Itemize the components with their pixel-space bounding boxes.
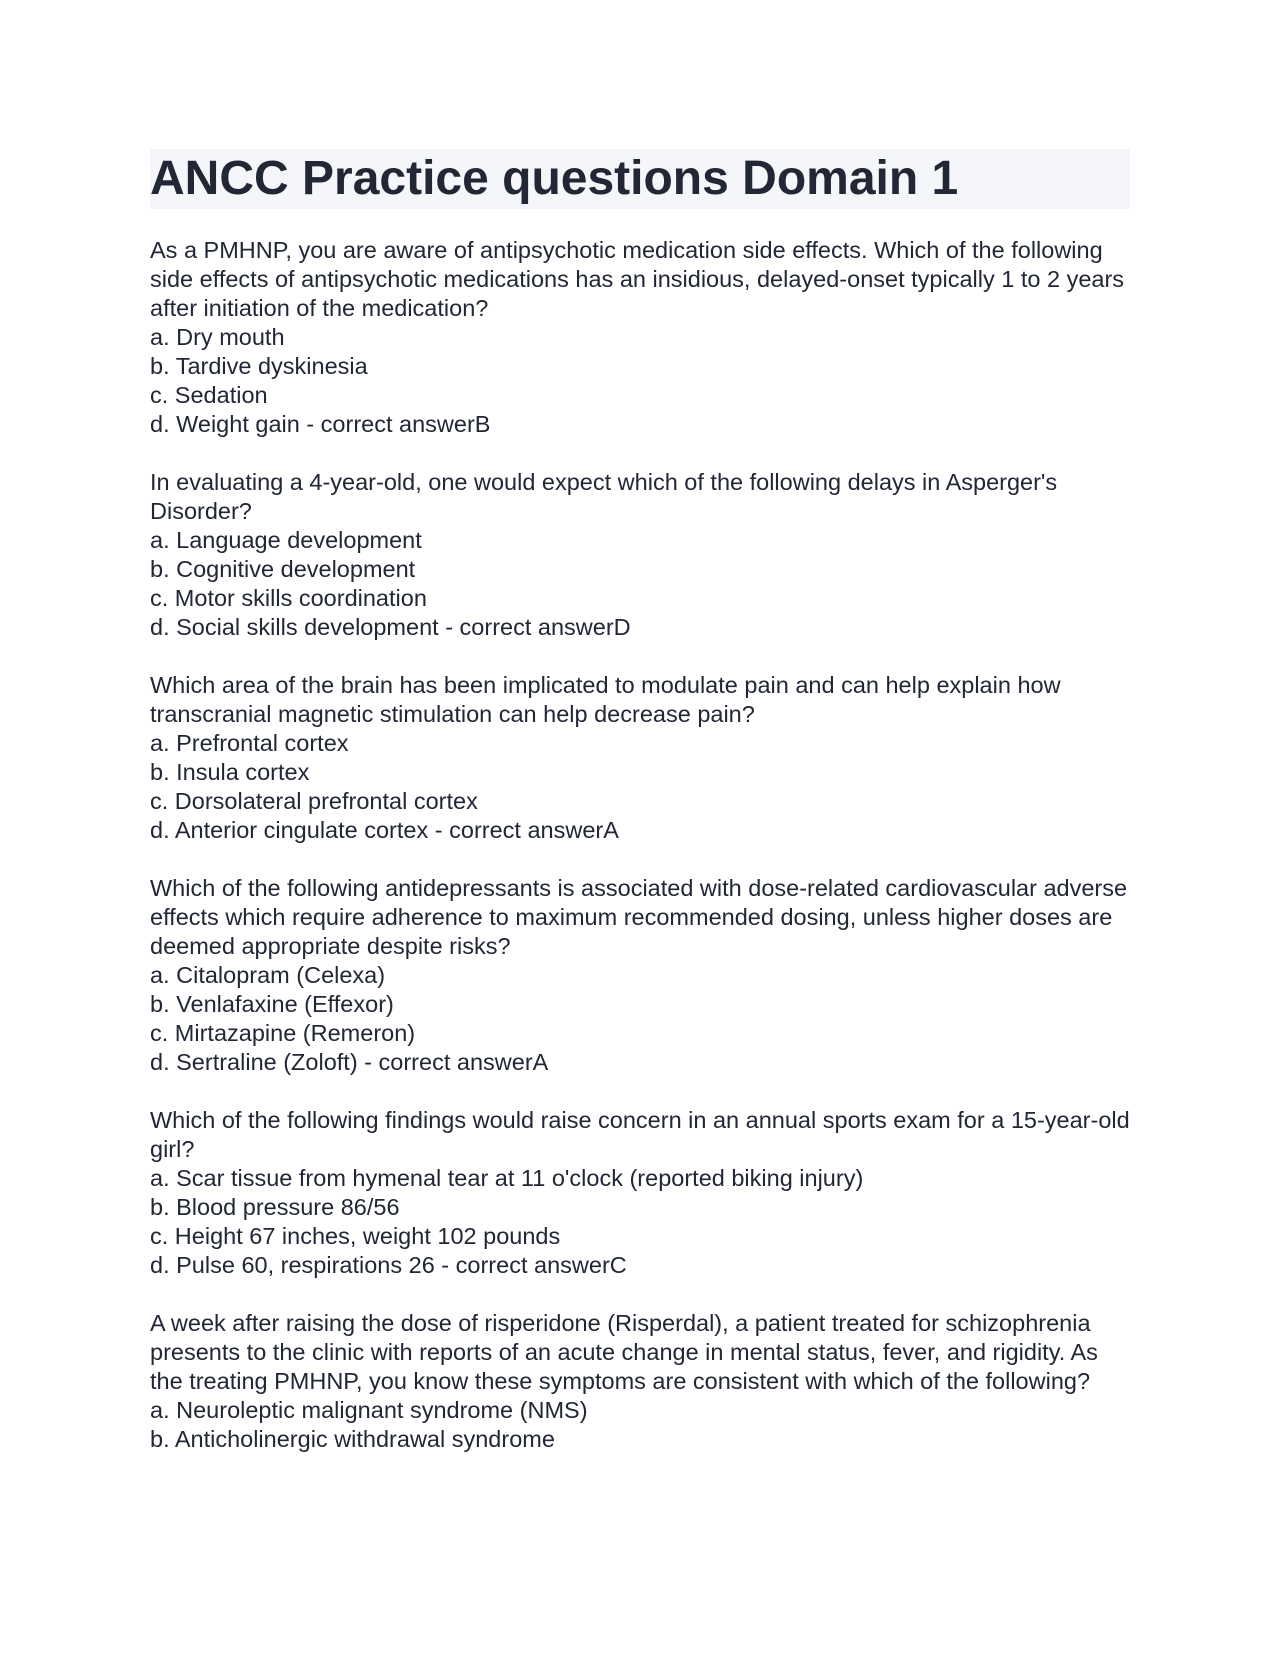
question-stem: Which area of the brain has been implicated to modulate pain and can help explain how transcranial magnetic stimulation can help decrease pain?: [150, 672, 1061, 727]
question-stem: As a PMHNP, you are aware of antipsychotic medication side effects. Which of the following side effects of antipsychotic medications has an insidious, delayed-onset typically 1 to 2 years after initiation of the medication?: [150, 237, 1125, 321]
question-block: [150, 236, 1130, 439]
question-block: [150, 1309, 1130, 1454]
answer-option: a. Language development: [150, 527, 422, 553]
answer-option: c. Dorsolateral prefrontal cortex: [150, 788, 478, 814]
question-stem: In evaluating a 4-year-old, one would expect which of the following delays in Asperger's Disorder?: [150, 469, 1058, 524]
answer-option: a. Neuroleptic malignant syndrome (NMS): [150, 1397, 588, 1423]
answer-option-with-key: d. Pulse 60, respirations 26 - correct answerC: [150, 1252, 627, 1278]
answer-option-with-key: d. Weight gain - correct answerB: [150, 411, 491, 437]
answer-option: c. Mirtazapine (Remeron): [150, 1020, 416, 1046]
answer-option: b. Insula cortex: [150, 759, 310, 785]
answer-option-with-key: d. Social skills development - correct answerD: [150, 614, 631, 640]
question-block: [150, 468, 1130, 642]
answer-option: c. Height 67 inches, weight 102 pounds: [150, 1223, 561, 1249]
answer-option: c. Sedation: [150, 382, 268, 408]
answer-option: b. Tardive dyskinesia: [150, 353, 368, 379]
question-stem: Which of the following antidepressants is associated with dose-related cardiovascular adverse effects which require adherence to maximum recommended dosing, unless higher doses are deemed appropriate despite risks?: [150, 875, 1128, 959]
answer-option: b. Cognitive development: [150, 556, 416, 582]
page-title: ANCC Practice questions Domain 1: [150, 152, 959, 205]
answer-option: b. Blood pressure 86/56: [150, 1194, 400, 1220]
answer-option: c. Motor skills coordination: [150, 585, 427, 611]
answer-option: a. Dry mouth: [150, 324, 285, 350]
question-stem: Which of the following findings would raise concern in an annual sports exam for a 15-year-old girl?: [150, 1107, 1130, 1162]
answer-option: a. Scar tissue from hymenal tear at 11 o'clock (reported biking injury): [150, 1165, 864, 1191]
answer-option: b. Anticholinergic withdrawal syndrome: [150, 1426, 555, 1452]
answer-option-with-key: d. Anterior cingulate cortex - correct answerA: [150, 817, 619, 843]
document-page: [150, 149, 1130, 1483]
answer-option: b. Venlafaxine (Effexor): [150, 991, 394, 1017]
question-stem: A week after raising the dose of risperidone (Risperdal), a patient treated for schizophrenia presents to the clinic with reports of an acute change in mental status, fever, and rigidity. As the treating PMHNP, you know these symptoms are consistent with which of the following?: [150, 1310, 1098, 1394]
question-block: [150, 671, 1130, 845]
answer-option: a. Prefrontal cortex: [150, 730, 349, 756]
answer-option: a. Citalopram (Celexa): [150, 962, 386, 988]
question-block: [150, 874, 1130, 1077]
answer-option-with-key: d. Sertraline (Zoloft) - correct answerA: [150, 1049, 549, 1075]
title-banner: [150, 149, 1130, 209]
question-block: [150, 1106, 1130, 1280]
